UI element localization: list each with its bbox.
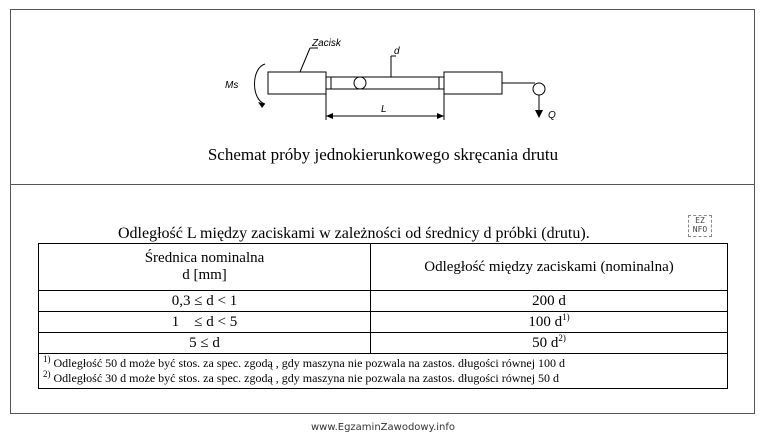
note-2: $^{2)}$ Odległość 30 d może być stos. za spec. zgodą , gdy maszyna nie pozwala na zastos. długości równej 50 d	[43, 369, 560, 385]
header-distance: Odległość między zaciskami (nominalna)	[371, 244, 728, 291]
footer-url[interactable]: www.EgzaminZawodowy.info	[310, 422, 456, 433]
distance-value: 50 d	[532, 334, 559, 351]
wire-mark	[354, 77, 366, 89]
table-row	[39, 333, 728, 354]
row-range: 1 ≤ d < 5	[39, 312, 371, 333]
watermark-badge: EZ NFO	[688, 215, 712, 237]
header-diameter-line2: d [mm]	[182, 267, 227, 283]
torsion-test-diagram	[215, 32, 555, 132]
notes-row	[39, 354, 728, 389]
left-clamp	[268, 72, 326, 94]
note-1: $^{1)}$ Odległość 50 d może być stos. za spec. zgodą , gdy maszyna nie pozwala na zastos. długości równej 100 d	[43, 354, 566, 370]
right-clamp	[444, 72, 502, 94]
table-notes	[39, 354, 728, 389]
row-range: 5 ≤ d	[39, 333, 371, 354]
row-distance	[371, 312, 728, 333]
row-distance	[371, 333, 728, 354]
diagram-caption: Schemat próby jednokierunkowego skręcania drutu	[207, 145, 559, 164]
section-divider	[10, 184, 755, 185]
table-header-row	[39, 244, 728, 291]
table-title: Odległość L między zaciskami w zależności od średnicy d próbki (drutu).	[118, 225, 590, 242]
row-range: 0,3 ≤ d < 1	[39, 291, 371, 312]
distance-value: 100 d	[528, 313, 563, 330]
note-ref: 2)	[558, 332, 566, 343]
table-row	[39, 291, 728, 312]
diameter-label: d	[394, 46, 400, 57]
torque-arrow	[255, 64, 266, 104]
load-label: Q	[548, 110, 556, 121]
row-distance	[371, 291, 728, 312]
header-diameter	[39, 244, 371, 291]
distance-value: 200 d	[532, 292, 566, 309]
header-diameter-line1: Średnica nominalna	[144, 250, 265, 266]
torque-label: Ms	[225, 80, 239, 91]
length-label: L	[381, 104, 387, 115]
table-row	[39, 312, 728, 333]
pulley	[533, 83, 545, 95]
note-ref: 1)	[562, 311, 570, 322]
clamp-label: Zacisk	[312, 38, 341, 49]
clamp-distance-table	[38, 243, 728, 389]
